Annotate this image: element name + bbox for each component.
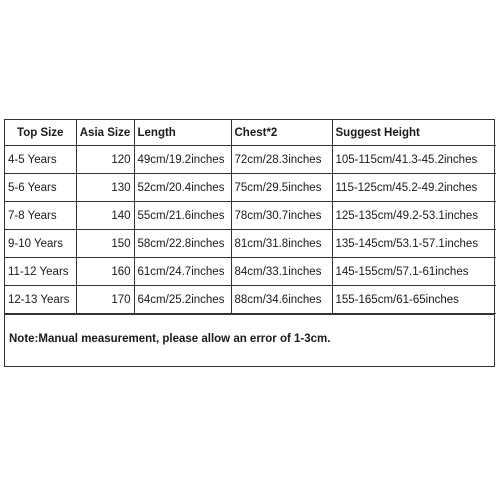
cell-top-size: 12-13 Years bbox=[5, 286, 76, 314]
cell-asia-size: 120 bbox=[76, 146, 134, 174]
cell-length: 58cm/22.8inches bbox=[134, 230, 231, 258]
cell-chest: 75cm/29.5inches bbox=[231, 174, 332, 202]
table-row bbox=[5, 146, 496, 174]
cell-top-size: 4-5 Years bbox=[5, 146, 76, 174]
cell-suggest-height: 155-165cm/61-65inches bbox=[332, 286, 496, 314]
cell-top-size: 7-8 Years bbox=[5, 202, 76, 230]
cell-chest: 84cm/33.1inches bbox=[231, 258, 332, 286]
cell-chest: 81cm/31.8inches bbox=[231, 230, 332, 258]
cell-length: 52cm/20.4inches bbox=[134, 174, 231, 202]
table-row bbox=[5, 286, 496, 314]
cell-suggest-height: 125-135cm/49.2-53.1inches bbox=[332, 202, 496, 230]
cell-length: 64cm/25.2inches bbox=[134, 286, 231, 314]
measurement-note: Note:Manual measurement, please allow an error of 1-3cm. bbox=[5, 314, 494, 366]
cell-chest: 78cm/30.7inches bbox=[231, 202, 332, 230]
cell-asia-size: 130 bbox=[76, 174, 134, 202]
header-asia-size: Asia Size bbox=[76, 120, 134, 146]
cell-length: 49cm/19.2inches bbox=[134, 146, 231, 174]
table-row bbox=[5, 202, 496, 230]
cell-suggest-height: 105-115cm/41.3-45.2inches bbox=[332, 146, 496, 174]
cell-suggest-height: 135-145cm/53.1-57.1inches bbox=[332, 230, 496, 258]
cell-chest: 72cm/28.3inches bbox=[231, 146, 332, 174]
cell-suggest-height: 115-125cm/45.2-49.2inches bbox=[332, 174, 496, 202]
cell-asia-size: 170 bbox=[76, 286, 134, 314]
cell-top-size: 9-10 Years bbox=[5, 230, 76, 258]
size-chart bbox=[4, 119, 495, 367]
cell-length: 55cm/21.6inches bbox=[134, 202, 231, 230]
cell-asia-size: 160 bbox=[76, 258, 134, 286]
header-suggest-height: Suggest Height bbox=[332, 120, 496, 146]
size-chart-body bbox=[5, 146, 496, 314]
header-top-size: Top Size bbox=[5, 120, 76, 146]
header-length: Length bbox=[134, 120, 231, 146]
cell-length: 61cm/24.7inches bbox=[134, 258, 231, 286]
header-chest: Chest*2 bbox=[231, 120, 332, 146]
table-row bbox=[5, 258, 496, 286]
header-row bbox=[5, 120, 496, 146]
cell-top-size: 5-6 Years bbox=[5, 174, 76, 202]
table-row bbox=[5, 230, 496, 258]
cell-asia-size: 150 bbox=[76, 230, 134, 258]
cell-asia-size: 140 bbox=[76, 202, 134, 230]
size-chart-table bbox=[5, 120, 496, 314]
cell-top-size: 11-12 Years bbox=[5, 258, 76, 286]
cell-chest: 88cm/34.6inches bbox=[231, 286, 332, 314]
cell-suggest-height: 145-155cm/57.1-61inches bbox=[332, 258, 496, 286]
table-row bbox=[5, 174, 496, 202]
